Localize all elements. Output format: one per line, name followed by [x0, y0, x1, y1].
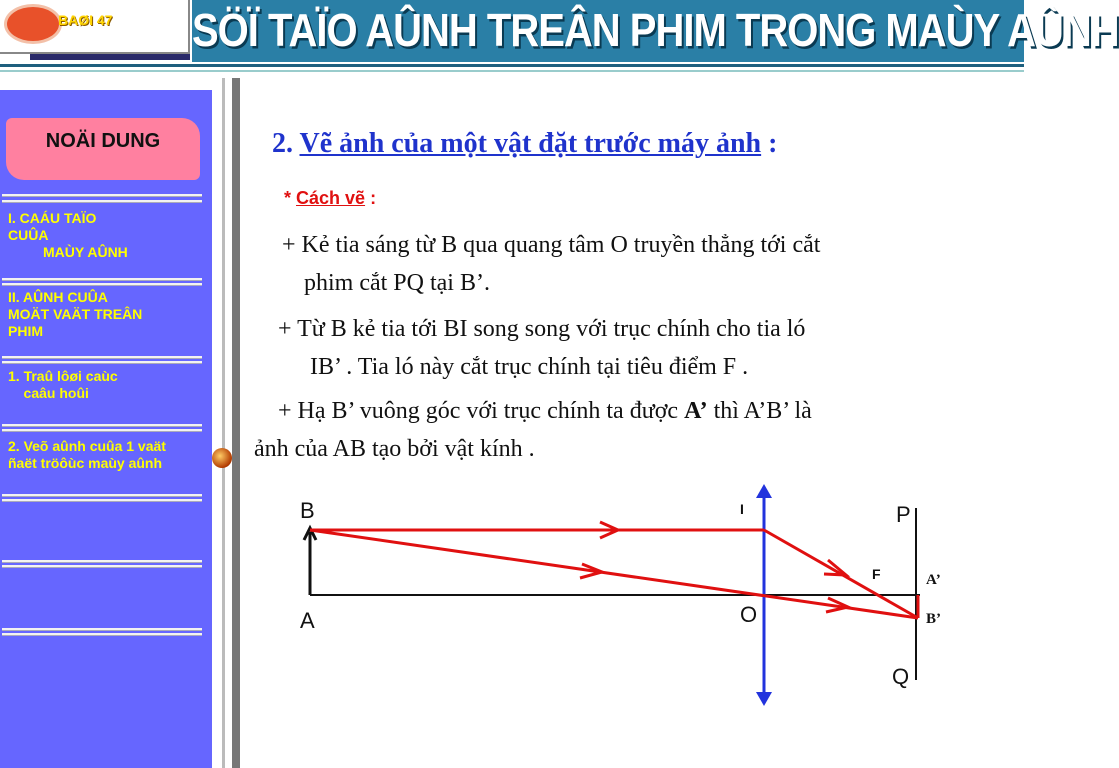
sidebar-separator	[2, 200, 202, 203]
step-1-line-2: phim cắt PQ tại B’.	[304, 270, 490, 296]
sidebar-separator	[2, 194, 202, 197]
label-P: P	[896, 502, 911, 527]
step-3-text-b: A’	[684, 398, 708, 424]
contents-banner-label: NOÄI DUNG	[45, 130, 161, 152]
label-F: F	[872, 566, 881, 582]
label-O: O	[740, 602, 758, 627]
label-I: I	[740, 501, 744, 517]
label-Q: Q	[892, 664, 910, 689]
sidebar-separator	[2, 633, 202, 636]
ray-diagram	[280, 480, 980, 730]
lesson-box[interactable]	[0, 0, 190, 54]
label-A: A	[300, 608, 315, 633]
sidebar-separator	[2, 628, 202, 631]
label-B: B	[300, 498, 315, 523]
bullet-icon	[212, 448, 232, 468]
lens-top-arrow-icon	[756, 484, 772, 498]
section-heading	[272, 128, 777, 160]
step-2-line-2: IB’ . Tia ló này cắt trục chính tại tiêu điểm F .	[310, 354, 749, 380]
sidebar-separator	[2, 278, 202, 281]
header	[0, 0, 1119, 66]
sidebar-separator	[2, 424, 202, 427]
heading-number: 2.	[272, 128, 300, 159]
sidebar-divider	[232, 78, 240, 768]
step-3-line-2: ảnh của AB tạo bởi vật kính .	[254, 436, 535, 462]
sidebar-separator	[2, 356, 202, 359]
slide-title: SÖÏ TAÏO AÛNH TREÂN PHIM TRONG MAÙY AÛNH	[192, 5, 1119, 57]
subheading-star: *	[284, 188, 297, 208]
sidebar-item-draw-image[interactable]: 2. Veõ aûnh cuûa 1 vaät ñaët tröôùc maùy aûnh	[8, 438, 166, 471]
heading-colon: :	[761, 128, 778, 159]
sidebar-separator	[2, 283, 202, 286]
lesson-label: BAØI 47	[58, 12, 113, 28]
subheading-colon: :	[365, 188, 377, 208]
sidebar-item-image-on-film[interactable]: II. AÛNH CUÛA MOÄT VAÄT TREÂN PHIM	[8, 289, 143, 339]
sidebar-separator	[2, 560, 202, 563]
heading-title: Vẽ ảnh của một vật đặt trước máy ảnh	[299, 128, 762, 159]
header-rule	[0, 64, 1024, 67]
step-3-text-a: + Hạ B’ vuông góc với trục chính ta được	[278, 398, 685, 424]
sidebar-separator	[2, 565, 202, 568]
step-3-text-c: thì A’B’ là	[707, 398, 812, 424]
subheading	[284, 188, 376, 209]
lesson-badge-icon	[4, 4, 62, 44]
lens-bottom-arrow-icon	[756, 692, 772, 706]
sidebar-divider-light	[222, 78, 225, 768]
sidebar-separator	[2, 494, 202, 497]
header-rule-light	[0, 70, 1024, 72]
sidebar-separator	[2, 499, 202, 502]
subheading-label: Cách vẽ	[296, 188, 366, 208]
sidebar-item-answer-questions[interactable]: 1. Traû lôøi caùc caâu hoûi	[8, 368, 118, 401]
sidebar-separator	[2, 429, 202, 432]
step-1-line-1: + Kẻ tia sáng từ B qua quang tâm O truyền thẳng tới cắt	[282, 232, 821, 258]
sidebar-item-structure[interactable]: I. CAÁU TAÏO CUÛA MAÙY AÛNH	[8, 210, 128, 260]
sidebar-separator	[2, 361, 202, 364]
label-B-prime: B’	[926, 611, 941, 627]
step-2-line-1: + Từ B kẻ tia tới BI song song với trục chính cho tia ló	[278, 316, 806, 342]
label-A-prime: A’	[926, 572, 941, 588]
step-3-line-1	[278, 398, 812, 425]
